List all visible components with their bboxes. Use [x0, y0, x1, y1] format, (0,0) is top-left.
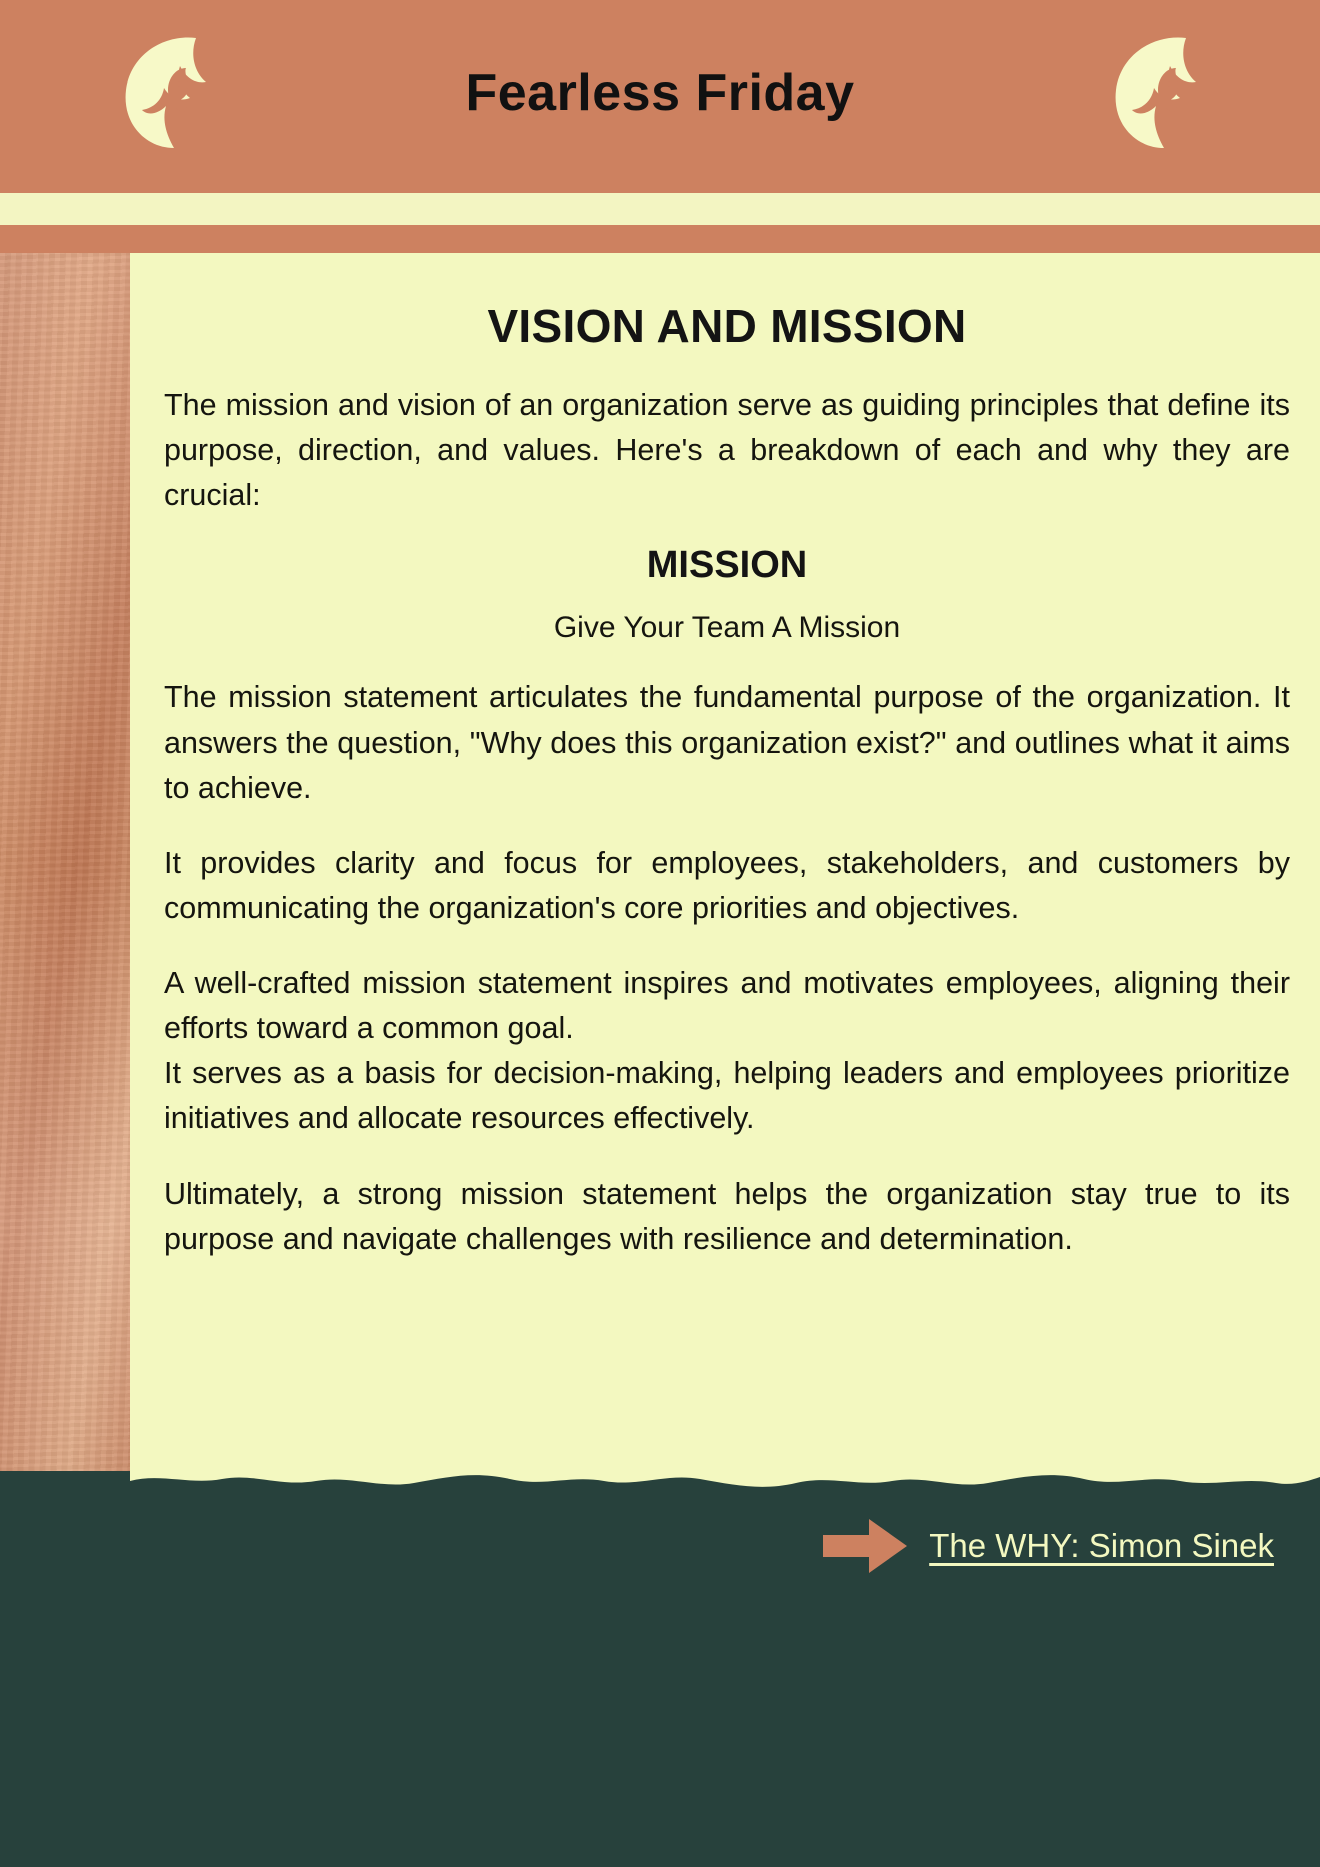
divider-cream-strip — [0, 193, 1320, 225]
page-title: Fearless Friday — [465, 63, 855, 122]
document-title: VISION AND MISSION — [487, 300, 967, 352]
paragraph: It provides clarity and focus for employees, stakeholders, and customers by communicating the organization's core priorities and objectives. — [164, 845, 1290, 925]
paragraph-spacer — [164, 1142, 1290, 1172]
footer-link-row[interactable] — [823, 1517, 1274, 1575]
paragraph: The mission statement articulates the fundamental purpose of the organization. It answers the question, "Why does this organization exist?" and outlines what it aims to achieve. — [164, 680, 1290, 805]
footer-left-strip — [0, 1471, 130, 1867]
paragraph: It serves as a basis for decision-making, helping leaders and employees prioritize initiatives and allocate resources effectively. — [164, 1056, 1290, 1136]
woman-face-leaf-logo-icon — [1090, 28, 1210, 158]
intro-paragraph: The mission and vision of an organization serve as guiding principles that define its purpose, direction, and values. Here's a breakdown of each and why they are crucial: — [164, 388, 1290, 513]
header-banner — [0, 0, 1320, 193]
section-subtitle: Give Your Team A Mission — [553, 611, 901, 645]
divider-tan-strip — [0, 225, 1320, 253]
document-content — [130, 253, 1320, 1262]
woman-face-leaf-logo-icon — [100, 28, 220, 158]
paragraph: A well-crafted mission statement inspires and motivates employees, aligning their efforts toward a common goal. — [164, 966, 1290, 1046]
paragraph-spacer — [164, 931, 1290, 961]
torn-edge-decoration — [130, 1471, 1320, 1503]
footer-band — [130, 1471, 1320, 1867]
right-arrow-icon — [823, 1517, 907, 1575]
footer-link-the-why[interactable]: The WHY: Simon Sinek — [929, 1527, 1274, 1564]
paragraph-spacer — [164, 811, 1290, 841]
paragraph: Ultimately, a strong mission statement helps the organization stay true to its purpose and navigate challenges with resilience and determination. — [164, 1176, 1290, 1256]
document-body — [0, 253, 1320, 1867]
section-heading-mission: MISSION — [646, 544, 808, 587]
